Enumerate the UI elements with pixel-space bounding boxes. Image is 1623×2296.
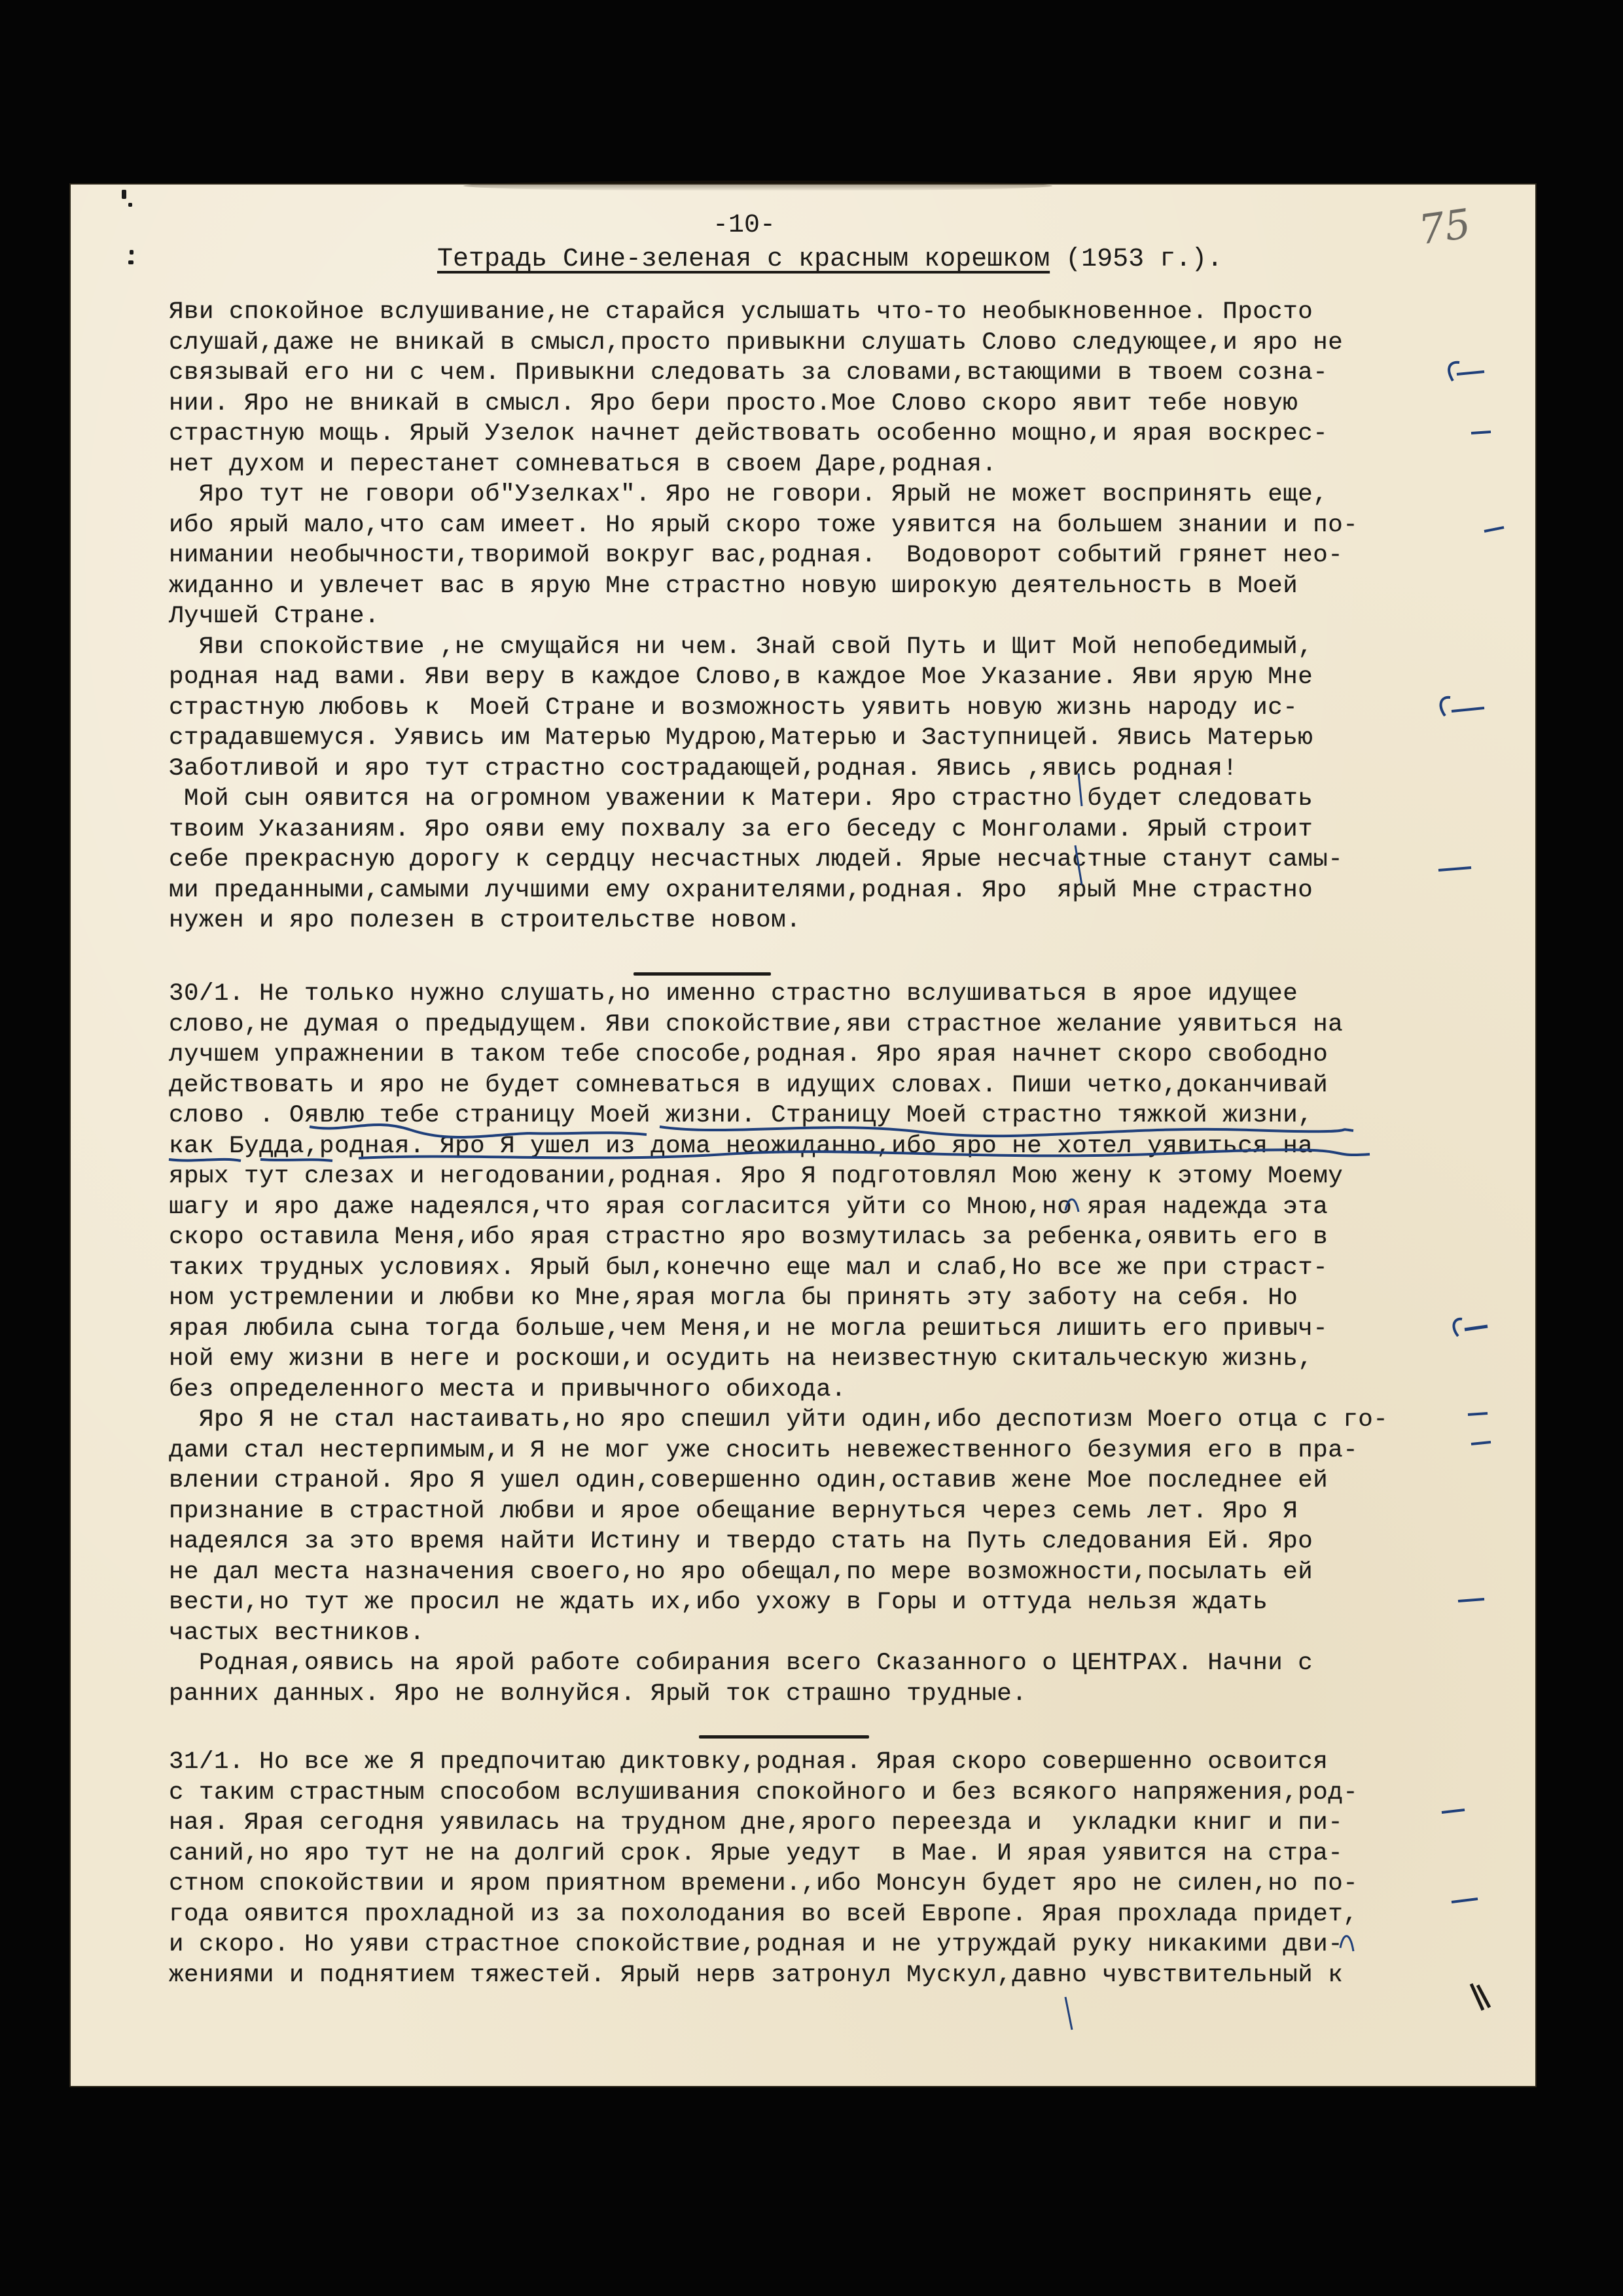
archive-page-number: 75 xyxy=(1416,199,1474,255)
text-line: таких трудных условиях. Ярый был,конечно еще мал и слаб,Но все же при страст- xyxy=(169,1254,1329,1282)
text-line: надеялся за это время найти Истину и твердо стать на Путь следования Ей. Яро xyxy=(169,1528,1313,1555)
text-line: жиданно и увлечет вас в ярую Мне страстно новую широкую деятельность в Моей xyxy=(169,572,1298,600)
text-line: ранних данных. Яро не волнуйся. Ярый ток страшно трудные. xyxy=(169,1680,1027,1708)
text-line: Яро Я не стал настаивать,но яро спешил уйти один,ибо деспотизм Моего отца с го- xyxy=(169,1406,1389,1434)
text-line: года оявится прохладной из за похолодания во всей Европе. Ярая прохлада придет, xyxy=(169,1900,1359,1928)
text-line: 30/1. Не только нужно слушать,но именно страстно вслушиваться в ярое идущее xyxy=(169,980,1298,1008)
text-line: Яви спокойствие ,не смущайся ни чем. Знай свой Путь и Щит Мой непобедимый, xyxy=(169,633,1313,661)
text-line: страстную любовь к Моей Стране и возможность уявить новую жизнь народу ис- xyxy=(169,694,1298,722)
text-line: скоро оставила Меня,ибо ярая страстно яро возмутилась за ребенка,оявить его в xyxy=(169,1224,1329,1251)
text-line: связывай его ни с чем. Привыкни следовать за словами,встающими в твоем созна- xyxy=(169,359,1329,387)
text-line: ная. Ярая сегодня уявилась на трудном дне,ярого переезда и укладки книг и пи- xyxy=(169,1809,1344,1837)
notebook-title: Тетрадь Сине-зеленая с красным корешком xyxy=(437,245,1050,274)
punch-hole-mark xyxy=(130,250,134,255)
text-line: влении страной. Яро Я ушел один,совершенно один,оставив жене Мое последнее ей xyxy=(169,1467,1329,1494)
page-marker: -10- xyxy=(712,211,776,240)
text-line: Яро тут не говори об"Узелках". Яро не говори. Ярый не может воспринять еще, xyxy=(169,481,1329,508)
text-block-2-entry-30-1 xyxy=(169,979,1388,1709)
margin-hyphen-mark xyxy=(1438,868,1471,870)
notebook-year: (1953 г.). xyxy=(1050,245,1223,274)
text-line: себе прекрасную дорогу к сердцу несчастных людей. Ярые несчастные станут самы- xyxy=(169,846,1344,874)
text-line: признание в страстной любви и ярое обещание вернуться через семь лет. Яро Я xyxy=(169,1497,1298,1525)
document-title xyxy=(437,245,1222,274)
text-line: Яви спокойное вслушивание,не старайся услышать что-то необыкновенное. Просто xyxy=(169,298,1313,326)
text-line: ной ему жизни в неге и роскоши,и осудить на неизвестную скитальческую жизнь, xyxy=(169,1345,1313,1373)
text-line: нет духом и перестанет сомневаться в своем Даре,родная. xyxy=(169,450,997,478)
punch-hole-mark xyxy=(122,190,126,199)
punch-hole-mark xyxy=(128,260,134,264)
text-line: вести,но тут же просил не ждать их,ибо ухожу в Горы и оттуда нельзя ждать xyxy=(169,1589,1268,1616)
text-line: действовать и яро не будет сомневаться в идущих словах. Пиши четко,доканчивай xyxy=(169,1071,1329,1099)
text-block-3-entry-31-1 xyxy=(169,1747,1358,1990)
text-line: ярая любила сына тогда больше,чем Меня,и не могла решиться лишить его привыч- xyxy=(169,1315,1329,1343)
text-line: ибо ярый мало,что сам имеет. Но ярый скоро тоже уявится на большем знании и по- xyxy=(169,511,1359,539)
text-line: слово . Оявлю тебе страницу Моей жизни. Страницу Моей страстно тяжкой жизни, xyxy=(169,1102,1313,1129)
text-line: ми преданными,самыми лучшими ему охранителями,родная. Яро ярый Мне страстно xyxy=(169,876,1313,904)
margin-hyphen-mark xyxy=(1457,372,1484,374)
text-line: ярых тут слезах и негодовании,родная. Яро Я подготовлял Мою жену к этому Моему xyxy=(169,1163,1344,1190)
page-fold-shadow xyxy=(463,181,1052,191)
margin-caret-mark xyxy=(1449,362,1459,381)
text-line: Заботливой и яро тут страстно сострадающей,родная. Явись ,явись родная! xyxy=(169,754,1238,783)
text-line: 31/1. Но все же Я предпочитаю диктовку,родная. Ярая скоро совершенно освоится xyxy=(169,1748,1329,1776)
text-line: нии. Яро не вникай в смысл. Яро бери просто.Мое Слово скоро явит тебе новую xyxy=(169,389,1298,417)
text-line: дами стал нестерпимым,и Я не мог уже сносить невежественного безумия его в пра- xyxy=(169,1436,1359,1464)
text-line: не дал места назначения своего,но яро обещал,по мере возможности,посылать ей xyxy=(169,1558,1313,1586)
margin-hyphen-mark xyxy=(1465,1326,1488,1330)
section-separator xyxy=(699,1735,869,1739)
margin-hyphen-mark xyxy=(1452,1899,1478,1902)
text-line: Мой сын оявится на огромном уважении к Матери. Яро страстно будет следовать xyxy=(169,785,1313,813)
text-line: без определенного места и привычного обихода. xyxy=(169,1375,847,1404)
text-line: страдавшемуся. Уявись им Матерью Мудрою,Матерью и Заступницей. Явись Матерью xyxy=(169,724,1313,752)
margin-caret-mark xyxy=(1441,698,1450,716)
margin-hyphen-mark xyxy=(1484,527,1504,531)
text-line: саний,но яро тут не на долгий срок. Ярые уедут в Мае. И ярая уявится на стра- xyxy=(169,1839,1344,1867)
text-line: как Будда,родная. Яро Я ушел из дома неожиданно,ибо яро не хотел уявиться на xyxy=(169,1132,1313,1160)
margin-caret-mark xyxy=(1454,1319,1462,1336)
document-page xyxy=(71,185,1535,2086)
pen-insertion-stroke xyxy=(1065,1997,1072,2030)
text-line: нужен и яро полезен в строительстве новом. xyxy=(169,907,802,934)
text-line: нимании необычности,творимой вокруг вас,родная. Водоворот событий грянет нео- xyxy=(169,542,1344,569)
text-line: страстную мощь. Ярый Узелок начнет действовать особенно мощно,и ярая воскрес- xyxy=(169,420,1329,448)
text-line: стном спокойствии и яром приятном времени.,ибо Монсун будет яро не силен,но по- xyxy=(169,1870,1359,1898)
text-line: шагу и яро даже надеялся,что ярая согласится уйти со Мною,но ярая надежда эта xyxy=(169,1193,1329,1221)
section-separator xyxy=(633,972,771,976)
text-line: твоим Указаниям. Яро ояви ему похвалу за его беседу с Монголами. Ярый строит xyxy=(169,815,1313,843)
text-line: слушай,даже не вникай в смысл,просто привыкни слушать Слово следующее,и яро не xyxy=(169,328,1344,357)
text-line: жениями и поднятием тяжестей. Ярый нерв затронул Мускул,давно чувствительный к xyxy=(169,1961,1344,1989)
text-line: с таким страстным способом вслушивания спокойного и без всякого напряжения,род- xyxy=(169,1778,1359,1807)
text-line: лучшем упражнении в таком тебе способе,родная. Яро ярая начнет скоро свободно xyxy=(169,1041,1329,1069)
text-line: слово,не думая о предыдущем. Яви спокойствие,яви страстное желание уявиться на xyxy=(169,1010,1344,1038)
pen-arrow-mark xyxy=(1471,1984,1489,2010)
margin-hyphen-mark xyxy=(1458,1599,1484,1601)
text-block-1 xyxy=(169,297,1358,936)
text-line: Лучшей Стране. xyxy=(169,603,380,630)
text-line: и скоро. Но уяви страстное спокойствие,родная и не утруждай руку никакими дви- xyxy=(169,1931,1344,1958)
margin-hyphen-mark xyxy=(1471,1442,1491,1444)
text-line: ном устремлении и любви ко Мне,ярая могла бы принять эту заботу на себя. Но xyxy=(169,1284,1298,1312)
margin-hyphen-mark xyxy=(1471,432,1491,433)
margin-hyphen-mark xyxy=(1442,1810,1465,1812)
margin-hyphen-mark xyxy=(1452,708,1484,711)
text-line: Родная,оявись на ярой работе собирания всего Сказанного о ЦЕНТРАХ. Начни с xyxy=(169,1650,1313,1677)
margin-hyphen-mark xyxy=(1468,1413,1488,1415)
punch-hole-mark xyxy=(128,203,132,207)
text-line: частых вестников. xyxy=(169,1619,425,1647)
text-line: родная над вами. Яви веру в каждое Слово,в каждое Мое Указание. Яви ярую Мне xyxy=(169,663,1313,691)
